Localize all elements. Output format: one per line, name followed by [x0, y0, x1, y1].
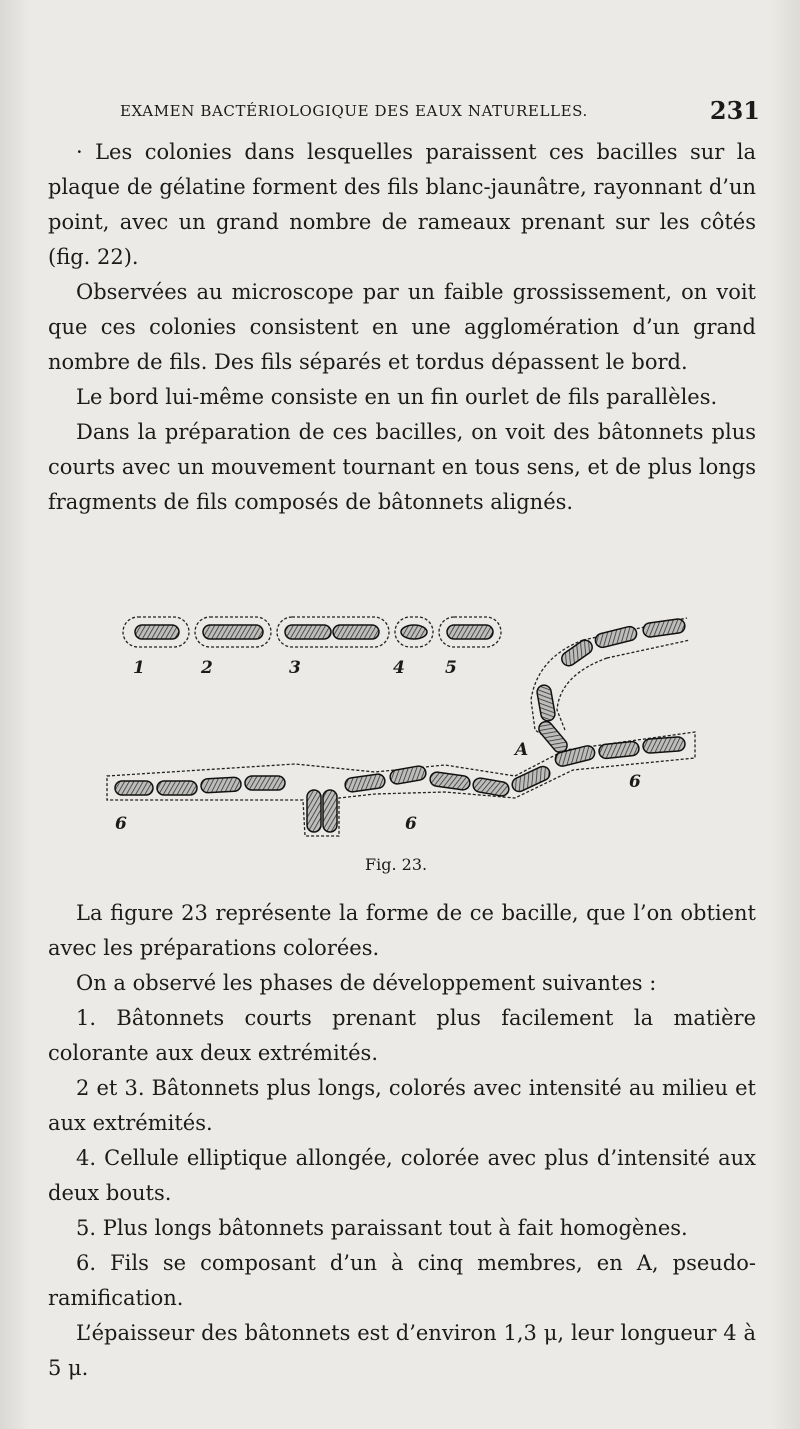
figure-label-6-right: 6: [629, 772, 641, 792]
rods-top-row: [135, 625, 493, 639]
paragraph: 4. Cellule elliptique allongée, colorée avec plus d’intensité aux deux bouts.: [48, 1146, 756, 1205]
figure-label-a: A: [515, 740, 529, 760]
paragraph: · Les colonies dans lesquelles paraissent ces bacilles sur la plaque de gélatine forment des fils blanc-jaunâtre, rayonnant d’un point, avec un grand nombre de rameaux prenant sur les côtés (fig. 22).: [48, 140, 756, 269]
paragraph: L’épaisseur des bâtonnets est d’environ 1,3 μ, leur longueur 4 à 5 μ.: [48, 1321, 756, 1380]
paragraph: Le bord lui-même consiste en un fin ourlet de fils parallèles.: [76, 385, 718, 409]
paragraph: Observées au microscope par un faible grossissement, on voit que ces colonies consistent en une agglomération d’un grand nombre de fils. Des fils séparés et tordus dépassent le bord.: [48, 280, 756, 374]
text-block-top: [48, 135, 756, 520]
figure-label-1: 1: [133, 658, 145, 678]
paragraph: On a observé les phases de développement suivantes :: [76, 971, 657, 995]
figure-caption: Fig. 23.: [365, 855, 428, 874]
paragraph: 2 et 3. Bâtonnets plus longs, colorés avec intensité au milieu et aux extrémités.: [48, 1076, 756, 1135]
rod-3a: [285, 625, 331, 639]
rod-1: [135, 625, 179, 639]
rods-branch: [536, 618, 686, 755]
figure-label-2: 2: [201, 658, 213, 678]
rod-5: [447, 625, 493, 639]
page-number: 231: [709, 96, 760, 125]
text-block-bottom: [48, 896, 756, 1386]
rods-bottom-filament: [115, 737, 685, 832]
paragraph: 5. Plus longs bâtonnets paraissant tout à fait homogènes.: [76, 1216, 688, 1240]
figure-label-3: 3: [289, 658, 301, 678]
running-title: EXAMEN BACTÉRIOLOGIQUE DES EAUX NATURELLES.: [120, 102, 588, 120]
rod-3b: [333, 625, 379, 639]
paragraph: La figure 23 représente la forme de ce bacille, que l’on obtient avec les préparations colorées.: [48, 901, 756, 960]
page-header: [120, 96, 760, 126]
figure-label-4: 4: [393, 658, 405, 678]
figure-label-5: 5: [445, 658, 457, 678]
rod-2: [203, 625, 263, 639]
bacilli-illustration: [95, 600, 715, 850]
figure-label-6-left: 6: [115, 814, 127, 834]
paragraph: Dans la préparation de ces bacilles, on voit des bâtonnets plus courts avec un mouvement tournant en tous sens, et de plus longs fragments de fils composés de bâtonnets alignés.: [48, 420, 756, 514]
figure-23: [95, 600, 715, 874]
cell-4: [401, 625, 427, 639]
figure-label-6-middle: 6: [405, 814, 417, 834]
paragraph: 6. Fils se composant d’un à cinq membres, en A, pseudo-ramification.: [48, 1251, 756, 1310]
paragraph: 1. Bâtonnets courts prenant plus facilement la matière colorante aux deux extrémités.: [48, 1006, 756, 1065]
